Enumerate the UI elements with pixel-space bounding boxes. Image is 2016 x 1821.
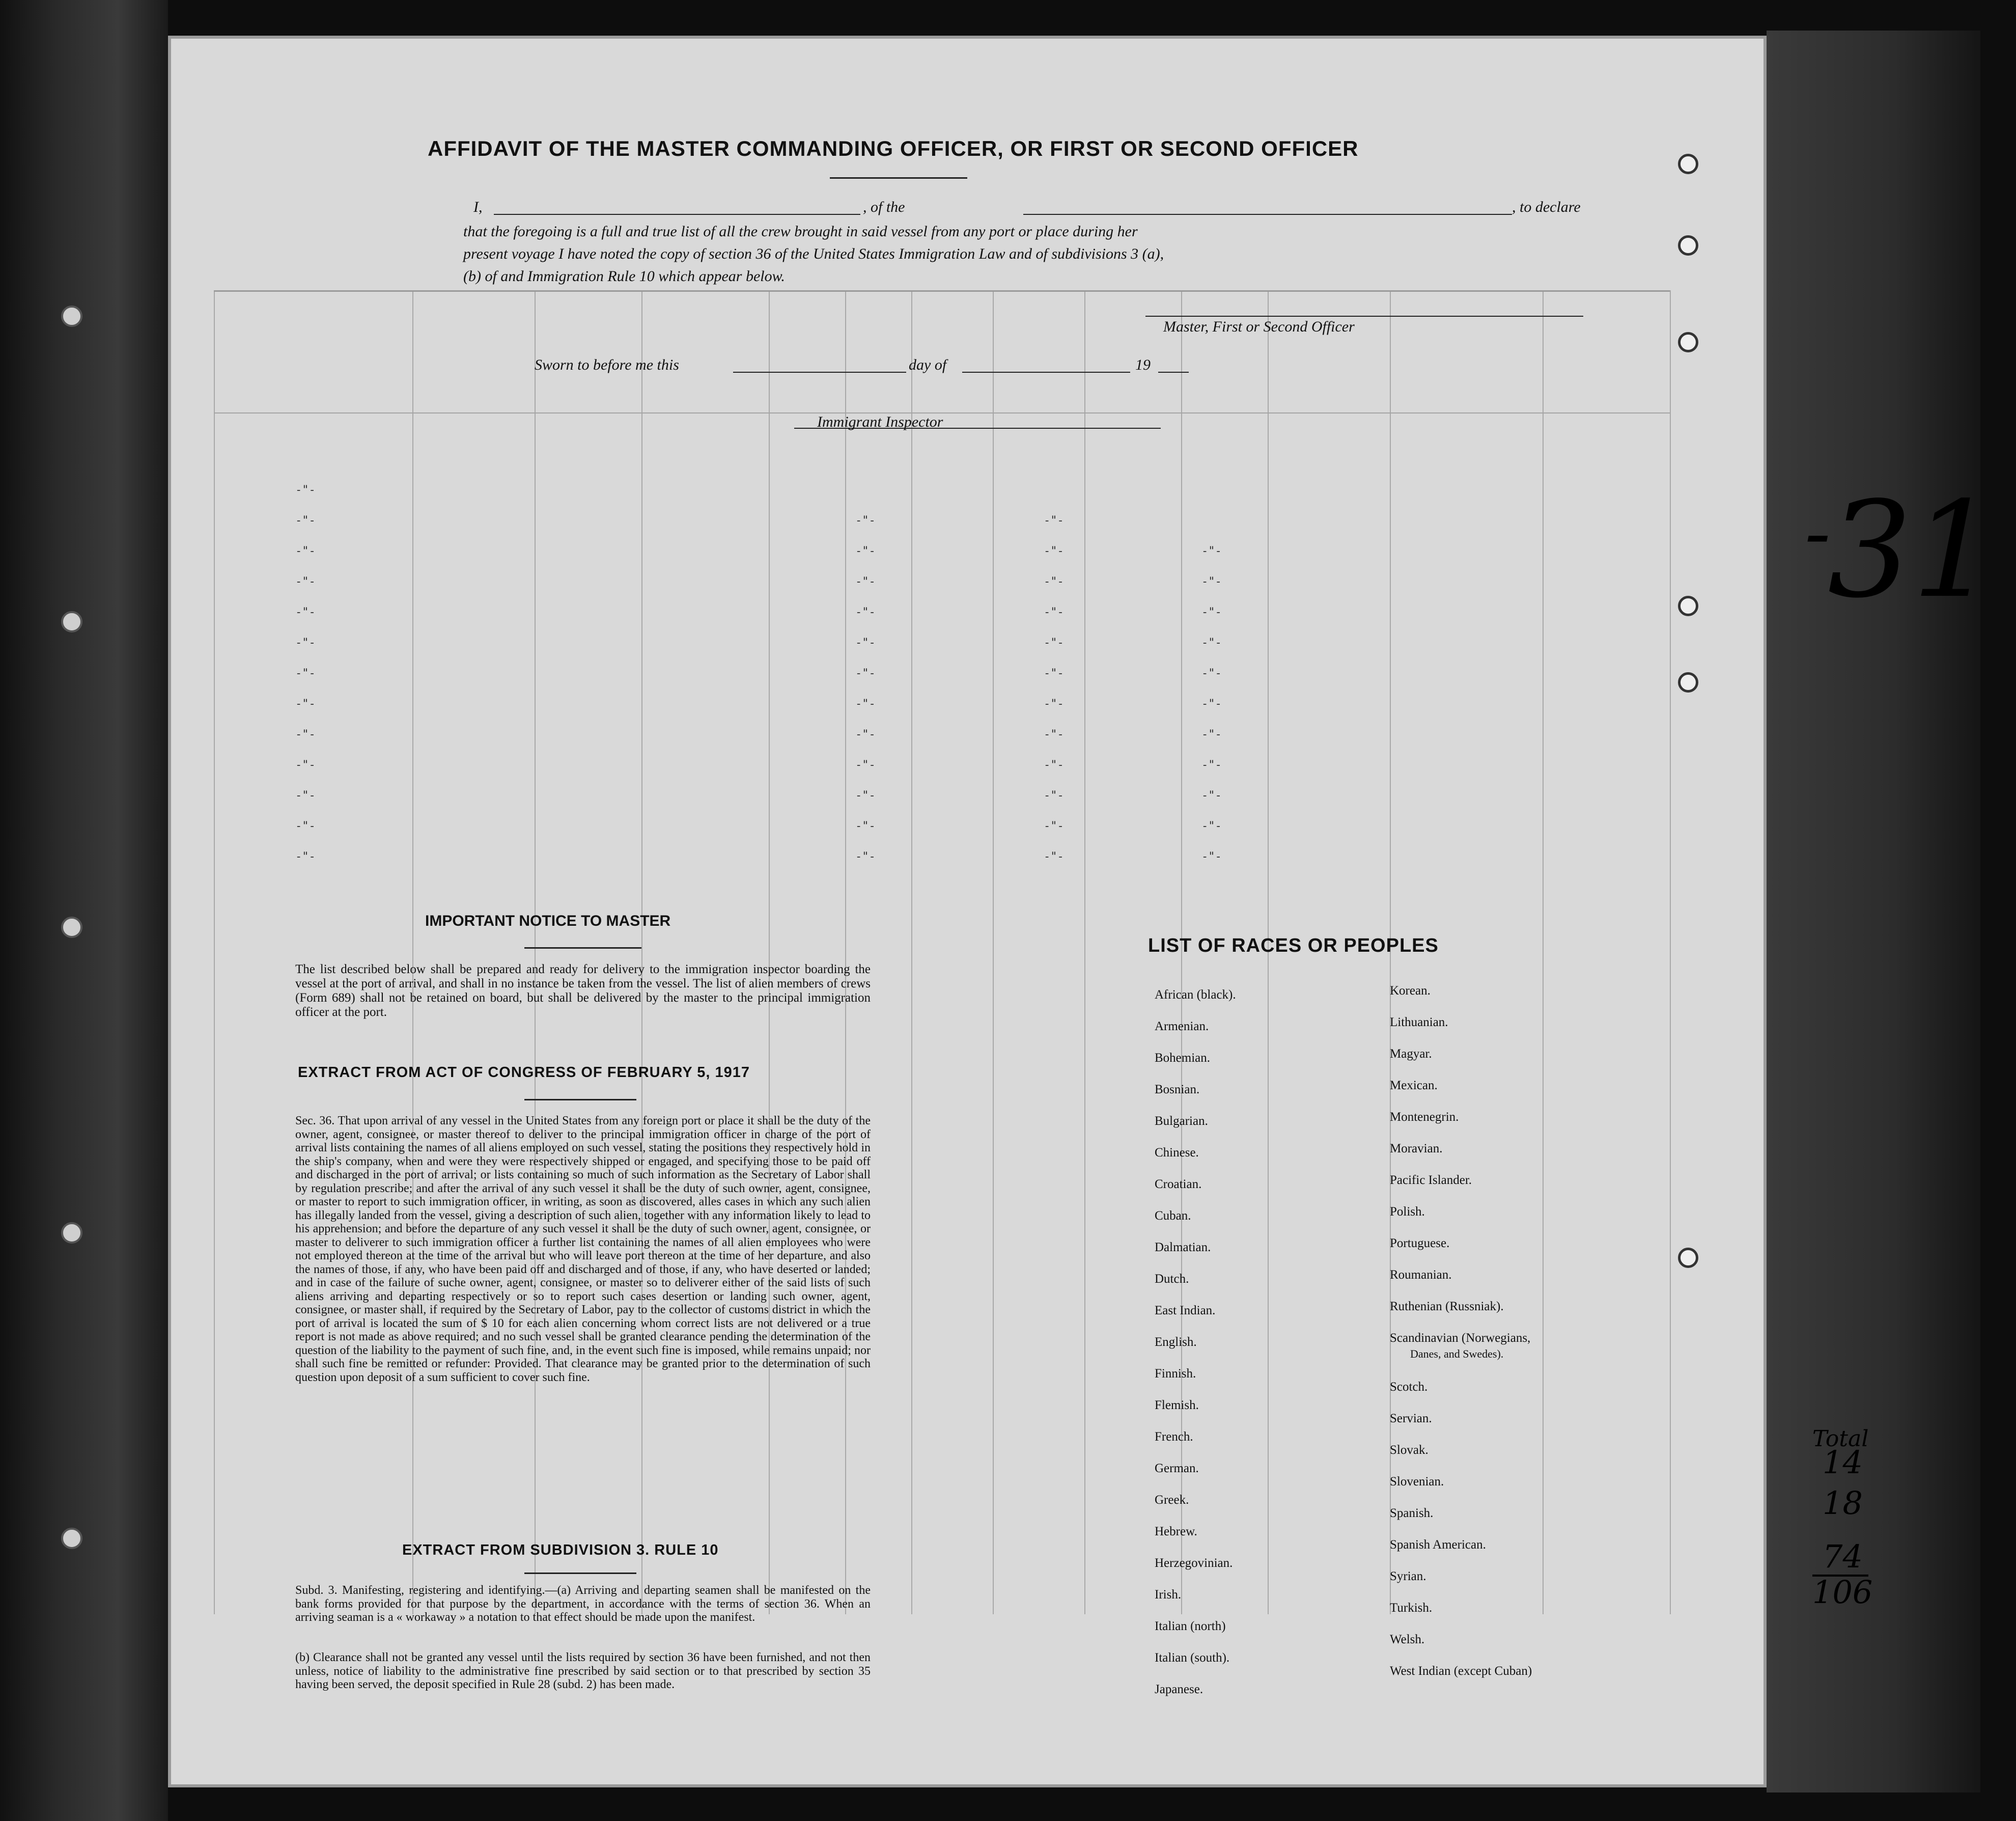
handwritten-total: 18: [1823, 1484, 1863, 1522]
race-item: Greek.: [1155, 1493, 1189, 1507]
inspector-caption: Immigrant Inspector: [817, 413, 943, 430]
affidavit-line1-start: I,: [473, 199, 483, 215]
manifest-page: AFFIDAVIT OF THE MASTER COMMANDING OFFICER, OR FIRST OR SECOND OFFICER I, , of the , to declare that the foregoing is a full and true list of all the crew brought in said vessel from any port or place during her present voyage I have noted the copy of section 36 of the United States Immigration Law and of subdivisions 3 (a), (b) of and Immigration Rule 10 which appear below. Master, First or Second Officer Sworn to before me this day of 19 Immigrant Inspector -"- -"- -"- -"- -"- -"- -"- -"- -"- -"- -"- -"- -"- -"- -"- -"- -"- -"- -"- -"- -"- -"- -"- -"- -"- -"- -"- -"- -"- -"- -"- -"- -"- -"- -"- -"- -"- -"- -"- -"- -"- -"- -"- -"- -"- -"- -"- -"- IMPORTANT NOTICE TO MASTER The list described below shall be prepared and ready for delivery to the immigration inspector boarding the vessel at the port of arrival, and shall in no instance be taken from the vessel. The list of alien members of crews (Form 689) shall not be retained on board, but shall be delivered by the master to the principal immigration officer at the port. EXTRACT FROM ACT OF CONGRESS OF FEBRUARY 5, 1917 Sec. 36. That upon arrival of any vessel in the United States from any foreign port or place it shall be the duty of the owner, agent, consignee, or master thereof to deliver to the principal immigration officer in charge of the port of arrival lists containing the names of all aliens employed on such vessel, stating the positions they respectively hold in the ship's company, when and were they were respectively shipped or engaged, and specifying those to be paid off and discharged in the port of arrival; or lists containing so much of such information as the Secretary of Labor shall by regulation prescribe; and after the arrival of any such vessel it shall be the duty of such owner, agent, consignee, or master to report to such immigration officer, in writing, as soon as discovered, alles cases in which any such alien has illegally landed from the vessel, giving a description of such alien, together with any information likely to lead to his apprehension; and before the departure of any such vessel it shall be the duty of such owner, agent, consignee, or master to deliverer to such immigration officer a further list containing the names of all alien employees who were not employed thereon at the time of the arrival but who will leave port thereon at the time of her departure, and also the names of those, if any, who have been paid off and discharged and of those, if any, who have deserted or landed; and in case of the failure of suche owner, agent, consignee, or master so to deliverer either of the said lists of such aliens arriving and departing respectively or so to report such cases desertion or landing such owner, agent, consignee, or master shall, if required by the Secretary of Labor, pay to the collector of customs district in which the port of arrival is located the sum of $ 10 for each alien concerning whom correct lists are not delivered or a true report is not made as above required; and no such vessel shall be granted clearance pending the determination of the question of the liability to the payment of such fine, and, in the event such fine is imposed, while remains unpaid; nor shall such fine be remitted or refunder: Provided. That clearance may be granted prior to the determination of such question upon deposit of a sum sufficient to cover such fine. EXTRACT FROM SUBDIVISION 3. RULE 10 Subd. 3. Manifesting, registering and identifying.—(a) Arriving and departing seamen shall be manifested on the bank forms provided for that purpose by the department, in accordance with the terms of section 36. When an arriving seaman is a « workaway » a notation to that effect should be made upon the manifest. (b) Clearance shall not be granted any vessel until the lists required by section 36 have been furnished, and not then unless, notice of liability to the administrative fine prescribed by said section or to that prescribed by section 35 having been served, the deposit specified in Rule 28 (subd. 2) has been made. LIST OF RACES OR PEOPLES African (black). Armenian. Bohemian. Bosnian. Bulgarian. Chinese. Croatian. Cuban. Dalmatian. Dutch. East Indian. English. Finnish. Flemish. French. German. Greek. Hebrew. Herzegovinian. Irish. Italian (north) Italian (south). Japanese. Korean. Lithuanian. Magyar. Mexican. Montenegrin. Moravian. Pacific Islander. Polish. Portuguese. Roumanian. Ruthenian (Russniak). Scandinavian (Norwegians, Danes, and Swedes). Scotch. Servian. Slovak. Slovenian. Spanish. Spanish American. Syrian. Turkish. Welsh. West Indian (except Cuban): [168, 36, 1767, 1787]
affidavit-line3: present voyage I have noted the copy of section 36 of the United States Immigration Law and of subdivisions 3 (a),: [463, 245, 1164, 262]
race-item: Irish.: [1155, 1588, 1182, 1602]
race-item: African (black).: [1155, 988, 1236, 1002]
race-item: Danes, and Swedes).: [1410, 1347, 1504, 1360]
punch-hole: [1678, 154, 1698, 174]
race-item: Ruthenian (Russniak).: [1390, 1300, 1504, 1313]
race-item: Lithuanian.: [1390, 1015, 1448, 1029]
punch-hole: [1678, 332, 1698, 352]
race-item: Italian (south).: [1155, 1651, 1230, 1665]
races-title: LIST OF RACES OR PEOPLES: [1148, 935, 1439, 956]
race-item: East Indian.: [1155, 1304, 1216, 1317]
race-item: Spanish American.: [1390, 1538, 1486, 1552]
binder-hole: [61, 917, 82, 938]
race-item: Montenegrin.: [1390, 1110, 1459, 1124]
extract-act-title: EXTRACT FROM ACT OF CONGRESS OF FEBRUARY 5, 1917: [298, 1064, 750, 1081]
handwritten-total: 14: [1823, 1444, 1863, 1481]
race-item: Moravian.: [1390, 1142, 1443, 1155]
affidavit-line1-end: , to declare: [1512, 199, 1581, 215]
binder-hole: [61, 1528, 82, 1549]
race-item: Korean.: [1390, 984, 1431, 998]
race-item: Scandinavian (Norwegians,: [1390, 1331, 1531, 1345]
punch-hole: [1678, 596, 1698, 616]
day-of-text: day of: [909, 356, 947, 373]
affidavit-line1-mid: , of the: [863, 199, 905, 215]
race-item: Herzegovinian.: [1155, 1556, 1233, 1570]
race-item: Finnish.: [1155, 1367, 1196, 1381]
handwritten-total: 106: [1812, 1574, 1873, 1611]
race-item: Slovenian.: [1390, 1475, 1444, 1488]
race-item: Bohemian.: [1155, 1051, 1211, 1065]
race-item: Spanish.: [1390, 1506, 1434, 1520]
notice-title: IMPORTANT NOTICE TO MASTER: [425, 913, 671, 929]
race-item: Syrian.: [1390, 1569, 1426, 1583]
race-item: Hebrew.: [1155, 1525, 1197, 1538]
right-page-edge: [1767, 31, 1980, 1792]
binder-spine: [0, 0, 168, 1821]
race-item: Cuban.: [1155, 1209, 1191, 1223]
race-item: Bosnian.: [1155, 1083, 1200, 1096]
extract-rule-body-b: (b) Clearance shall not be granted any vessel until the lists required by section 36 have been furnished, and not then unless, notice of liability to the administrative fine prescribed by said section or to that prescribed by section 35 having been served, the deposit specified in Rule 28 (subd. 2) has been made.: [295, 1651, 871, 1691]
affidavit-title: AFFIDAVIT OF THE MASTER COMMANDING OFFICER, OR FIRST OR SECOND OFFICER: [428, 136, 1359, 160]
race-item: Servian.: [1390, 1412, 1432, 1425]
race-item: Roumanian.: [1390, 1268, 1452, 1282]
handwritten-total: 74: [1823, 1538, 1863, 1575]
race-item: Japanese.: [1155, 1682, 1203, 1696]
extract-rule-body-a: Subd. 3. Manifesting, registering and identifying.—(a) Arriving and departing seamen shall be manifested on the bank forms provided for that purpose by the department, in accordance with the terms of section 36. When an arriving seaman is a « workaway » a notation to that effect should be made upon the manifest.: [295, 1584, 871, 1624]
race-item: Slovak.: [1390, 1443, 1429, 1457]
race-item: Croatian.: [1155, 1177, 1202, 1191]
race-item: Bulgarian.: [1155, 1114, 1208, 1128]
race-item: French.: [1155, 1430, 1193, 1444]
binder-hole: [61, 1222, 82, 1244]
race-item: Portuguese.: [1390, 1236, 1450, 1250]
binder-hole: [61, 306, 82, 327]
signer-caption: Master, First or Second Officer: [1163, 318, 1355, 335]
handwritten-total-label: Total: [1812, 1426, 1869, 1452]
punch-hole: [1678, 1248, 1698, 1268]
handwritten-page-number: 31: [1828, 474, 1996, 627]
race-item: Dalmatian.: [1155, 1240, 1211, 1254]
punch-hole: [1678, 672, 1698, 693]
race-item: Pacific Islander.: [1390, 1173, 1472, 1187]
race-item: Italian (north): [1155, 1619, 1226, 1633]
race-item: West Indian (except Cuban): [1390, 1664, 1532, 1678]
handwritten-dash: -: [1805, 489, 1831, 577]
race-item: Magyar.: [1390, 1047, 1432, 1061]
race-item: English.: [1155, 1335, 1197, 1349]
race-item: German.: [1155, 1461, 1199, 1475]
sworn-text: Sworn to before me this: [535, 356, 679, 373]
binder-hole: [61, 611, 82, 632]
race-item: Turkish.: [1390, 1601, 1433, 1615]
affidavit-line2: that the foregoing is a full and true list of all the crew brought in said vessel from any port or place during her: [463, 223, 1138, 240]
race-item: Welsh.: [1390, 1633, 1425, 1646]
race-item: Chinese.: [1155, 1146, 1199, 1160]
race-item: Flemish.: [1155, 1398, 1199, 1412]
race-item: Dutch.: [1155, 1272, 1189, 1286]
extract-rule-title: EXTRACT FROM SUBDIVISION 3. RULE 10: [402, 1542, 719, 1558]
punch-hole: [1678, 235, 1698, 256]
race-item: Armenian.: [1155, 1019, 1209, 1033]
affidavit-line4: (b) of and Immigration Rule 10 which appear below.: [463, 268, 785, 285]
extract-act-body: Sec. 36. That upon arrival of any vessel in the United States from any foreign port or place it shall be the duty of the owner, agent, consignee, or master thereof to deliver to the principal immigration officer in charge of the port of arrival lists containing the names of all aliens employed on such vessel, stating the positions they respectively hold in the ship's company, when and were they were respectively shipped or engaged, and specifying those to be paid off and discharged in the port of arrival; or lists containing so much of such information as the Secretary of Labor shall by regulation prescribe; and after the arrival of any such vessel it shall be the duty of such owner, agent, consignee, or master to report to such immigration officer, in writing, as soon as discovered, alles cases in which any such alien has illegally landed from the vessel, giving a description of such alien, together with any information likely to lead to his apprehension; and before the departure of any such vessel it shall be the duty of such owner, agent, consignee, or master to deliverer to such immigration officer a further list containing the names of all alien employees who were not employed thereon at the time of the arrival but who will leave port thereon at the time of her departure, and also the names of those, if any, who have been paid off and discharged and of those, if any, who have deserted or landed; and in case of the failure of suche owner, agent, consignee, or master so to deliverer either of the said lists of such aliens arriving and departing respectively or so to report such cases desertion or landing such owner, agent, consignee, or master shall, if required by the Secretary of Labor, pay to the collector of customs district in which the port of arrival is located the sum of $ 10 for each alien concerning whom correct lists are not delivered or a true report is not made as above required; and no such vessel shall be granted clearance pending the determination of the question of the liability to the payment of such fine, and, in the event such fine is imposed, while remains unpaid; nor shall such fine be remitted or refunder: Provided. That clearance may be granted prior to the determination of such question upon deposit of a sum sufficient to cover such fine.: [295, 1114, 871, 1384]
race-item: Polish.: [1390, 1205, 1425, 1219]
notice-body: The list described below shall be prepared and ready for delivery to the immigration inspector boarding the vessel at the port of arrival, and shall in no instance be taken from the vessel. The list of alien members of crews (Form 689) shall not be retained on board, but shall be delivered by the master to the principal immigration officer at the port.: [295, 962, 871, 1019]
race-item: Mexican.: [1390, 1079, 1438, 1092]
year-text: 19: [1135, 356, 1151, 373]
race-item: Scotch.: [1390, 1380, 1428, 1394]
